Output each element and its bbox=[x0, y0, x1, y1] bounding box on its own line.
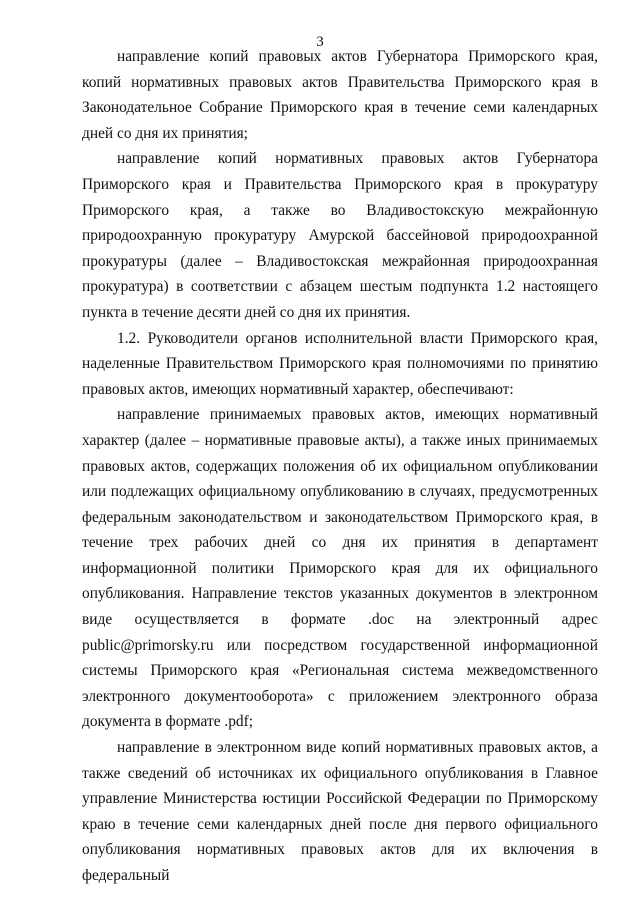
paragraph-official-publication: направление принимаемых правовых актов, имеющих нормативный характер (далее – нормативные правовые акты), а также иных принимаемых правовых актов, содержащих положения об их официальном опубликовании или подлежащих официальному опубликованию в случаях, предусмотренных федеральным законодательством и законодательством Приморского края, в течение трех рабочих дней со дня их принятия в департамент информационной политики Приморского края для их официального опубликования. Направление текстов указанных документов в электронном виде осуществляется в формате .doc на электронный адрес public@primorsky.ru или посредством государственной информационной системы Приморского края «Региональная система межведомственного электронного документооборота» с приложением электронного образа документа в формате .pdf; bbox=[82, 406, 598, 731]
document-body bbox=[82, 44, 598, 889]
paragraph-1-2-heads-of-authorities: 1.2. Руководители органов исполнительной власти Приморского края, наделенные Правительством Приморского края полномочиями по принятию правовых актов, имеющих нормативный характер, обеспечивают: bbox=[82, 329, 598, 398]
page-number: 3 bbox=[316, 34, 324, 50]
paragraph-legislative-assembly-copies: направление копий правовых актов Губернатора Приморского края, копий нормативных правовых актов Правительства Приморского края в Законодательное Собрание Приморского края в течение семи календарных дней со дня их принятия; bbox=[82, 48, 598, 142]
paragraph-ministry-of-justice: направление в электронном виде копий нормативных правовых актов, а также сведений об источниках их официального опубликования в Главное управление Министерства юстиции Российской Федерации по Приморскому краю в течение семи календарных дней после дня первого официального опубликования нормативных правовых актов для их включения в федеральный bbox=[82, 739, 598, 884]
paragraph-prosecutor-copies: направление копий нормативных правовых актов Губернатора Приморского края и Правительства Приморского края в прокуратуру Приморского края, а также во Владивостокскую межрайонную природоохранную прокуратуру Амурской бассейновой природоохранной прокуратуры (далее – Владивостокская межрайонная природоохранная прокуратура) в соответствии с абзацем шестым подпункта 1.2 настоящего пункта в течение десяти дней со дня их принятия. bbox=[82, 150, 598, 321]
